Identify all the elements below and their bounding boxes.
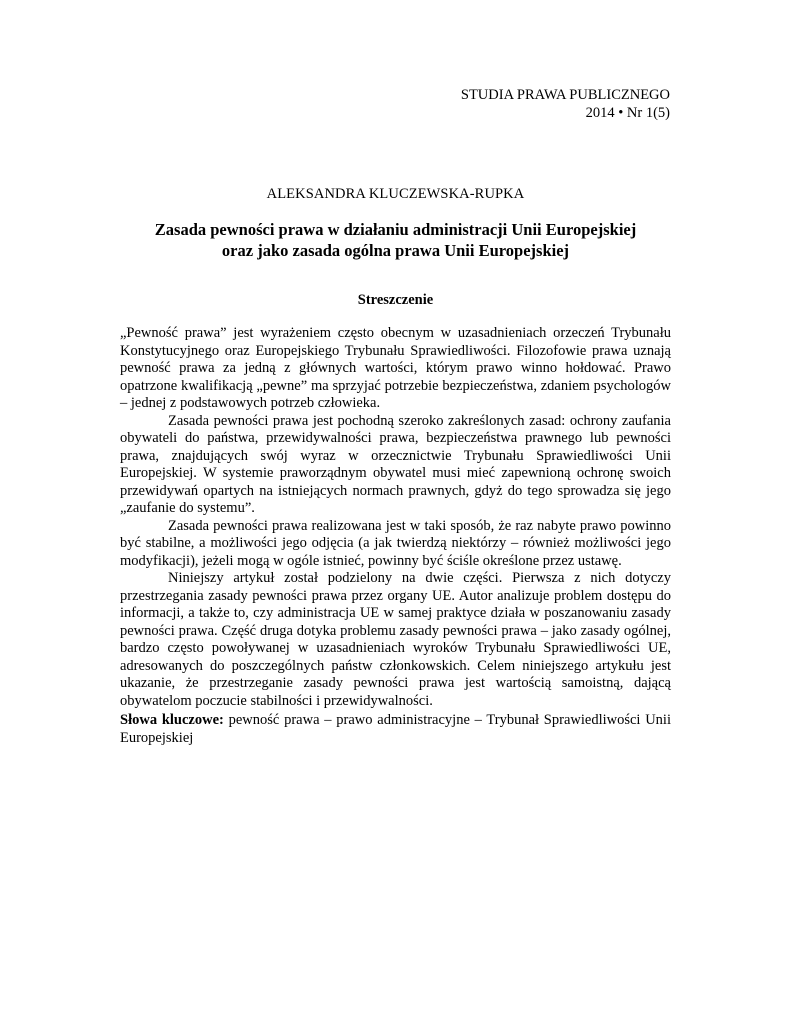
journal-name: STUDIA PRAWA PUBLICZNEGO xyxy=(460,87,670,103)
article-title xyxy=(100,219,691,261)
abstract-paragraph: Zasada pewności prawa realizowana jest w taki sposób, że raz nabyte prawo powinno być stabilne, a możliwości jego odjęcia (a jak twierdzą niektórzy – również możliwości jego modyfikacji), jeżeli mogą w ogóle istnieć, powinny być ściśle określone przez ustawę. xyxy=(120,517,671,569)
abstract-paragraph: Niniejszy artykuł został podzielony na dwie części. Pierwsza z nich dotyczy przestrzegania zasady pewności prawa przez organy UE. Autor analizuje problem dostępu do informacji, a także to, czy administracja UE w samej praktyce działa w poszanowaniu zasady pewności prawa. Część druga dotyka problemu zasady pewności prawa – jako zasady ogólnej, bardzo często powoływanej w uzasadnieniach wyroków Trybunału Sprawiedliwości UE, adresowanych do poszczególnych państw członkowskich. Celem niniejszego artykułu jest ukazanie, że przestrzeganie zasady pewności prawa jest wartością samoistną, dającą obywatelom poczucie stabilności i przewidywalności. xyxy=(120,570,671,709)
article-title-line-1: Zasada pewności prawa w działaniu administracji Unii Europejskiej xyxy=(154,220,637,239)
author-name: ALEKSANDRA KLUCZEWSKA-RUPKA xyxy=(266,186,525,202)
keywords xyxy=(120,712,671,747)
abstract-paragraph: Zasada pewności prawa jest pochodną szeroko zakreślonych zasad: ochrony zaufania obywateli do państwa, przewidywalności prawa, bezpieczeństwa prawnego lub pewności prawa, znajdujących swój wyraz w orzecznictwie Trybunału Sprawiedliwości Unii Europejskiej. W systemie praworządnym obywatel musi mieć zapewnioną ochronę swoich przewidywań opartych na istniejących normach prawnych, gdyż do tego sprowadza się jego „zaufanie do systemu”. xyxy=(120,412,671,516)
abstract-paragraph: „Pewność prawa” jest wyrażeniem często obecnym w uzasadnieniach orzeczeń Trybunału Konstytucyjnego oraz Europejskiego Trybunału Sprawiedliwości. Filozofowie prawa uznają pewność prawa za jedną z głównych wartości, którym prawo winno hołdować. Prawo opatrzone kwalifikacją „pewne” ma sprzyjać potrzebie bezpieczeństwa, zdaniem psychologów – jednej z podstawowych potrzeb człowieka. xyxy=(120,325,671,411)
keywords-label: Słowa kluczowe: xyxy=(120,712,224,728)
abstract-heading: Streszczenie xyxy=(357,292,434,308)
article-title-line-2: oraz jako zasada ogólna prawa Unii Europejskiej xyxy=(221,241,570,260)
abstract-body xyxy=(120,325,671,710)
keywords-text: pewność prawa – prawo administracyjne – Trybunał Sprawiedliwości Unii Europejskiej xyxy=(120,712,671,746)
journal-header xyxy=(461,86,670,122)
journal-issue: 2014 • Nr 1(5) xyxy=(585,105,670,121)
